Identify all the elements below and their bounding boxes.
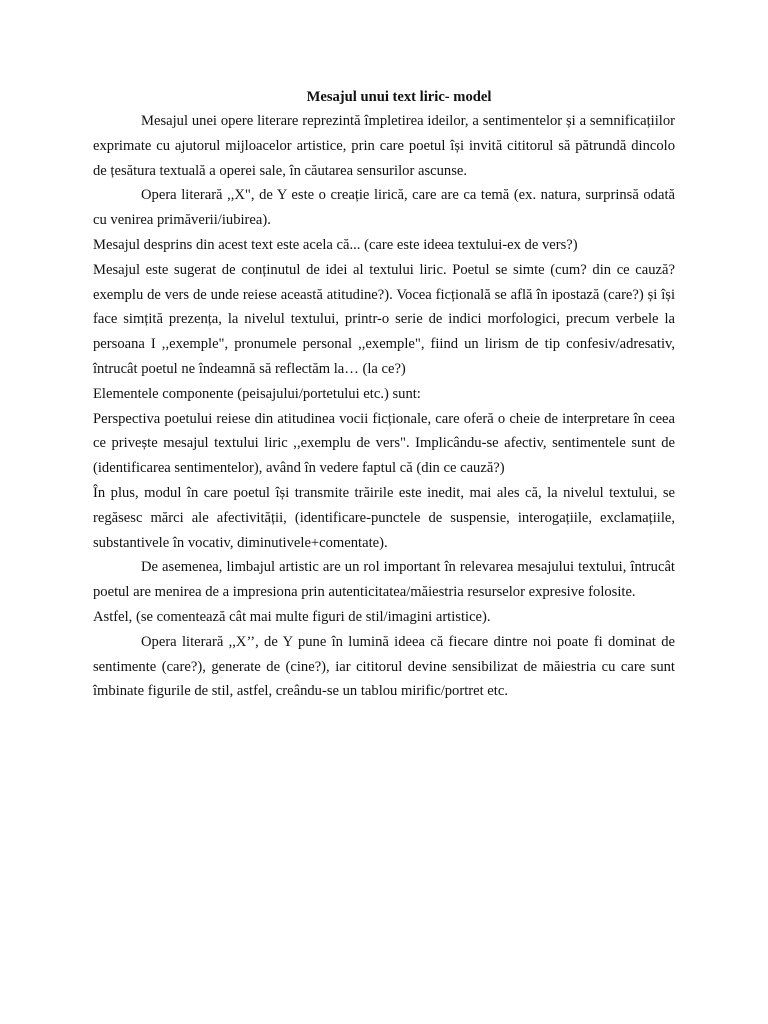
document-body — [93, 85, 675, 704]
paragraph-7: În plus, modul în care poetul își transmite trăirile este inedit, mai ales că, la nivelul textului, se regăsesc mărci ale afectivității, (identificare-punctele de suspensie, interogațiile, exclamațiile, substantivele în vocativ, diminutivele+comentate). — [93, 484, 675, 551]
paragraph-3: Mesajul desprins din acest text este acela că... (care este ideea textului-ex de vers?) — [93, 236, 578, 253]
paragraph-4: Mesajul este sugerat de conținutul de idei al textului liric. Poetul se simte (cum? din ce cauză? exemplu de vers de unde reiese această atitudine?). Vocea ficțională se află în ipostază (care?) și își face simțită prezența, la nivelul textului, printr-o serie de indici morfologici, precum verbele la persoana I ,,exemple", pronumele personal ,,exemple", fiind un lirism de tip confesiv/adresativ, întrucât poetul ne îndeamnă să reflectăm la… (la ce?) — [93, 261, 675, 377]
paragraph-8: De asemenea, limbajul artistic are un rol important în relevarea mesajului textului, întrucât poetul are menirea de a impresiona prin autenticitatea/măiestria resurselor expresive folosite. — [93, 559, 675, 601]
paragraph-10: Opera literară ,,X’’, de Y pune în lumină ideea că fiecare dintre noi poate fi dominat de sentimente (care?), generate de (cine?), iar cititorul devine sensibilizat de măiestria cu care sunt îmbinate figurile de stil, astfel, creându-se un tablou mirific/portret etc. — [93, 633, 675, 700]
paragraph-1: Mesajul unei opere literare reprezintă împletirea ideilor, a sentimentelor și a semnificațiilor exprimate cu ajutorul mijloacelor artistice, prin care poetul își invită cititorul să pătrundă dincolo de țesătura textuală a operei sale, în căutarea sensurilor ascunse. — [93, 113, 675, 179]
paragraph-5: Elementele componente (peisajului/portetului etc.) sunt: — [93, 385, 421, 402]
paragraph-2: Opera literară ,,X", de Y este o creație lirică, care are ca temă (ex. natura, surprinsă odată cu venirea primăverii/iubirea). — [93, 187, 675, 229]
document-title: Mesajul unui text liric- model — [306, 89, 492, 105]
paragraph-9: Astfel, (se comentează cât mai multe figuri de stil/imagini artistice). — [93, 608, 491, 625]
paragraph-6: Perspectiva poetului reiese din atitudinea vocii ficționale, care oferă o cheie de interpretare în ceea ce privește mesajul textului liric ,,exemplu de vers". Implicându-se afectiv, sentimentele sunt de (identificarea sentimentelor), având în vedere faptul că (din ce cauză?) — [93, 410, 675, 477]
